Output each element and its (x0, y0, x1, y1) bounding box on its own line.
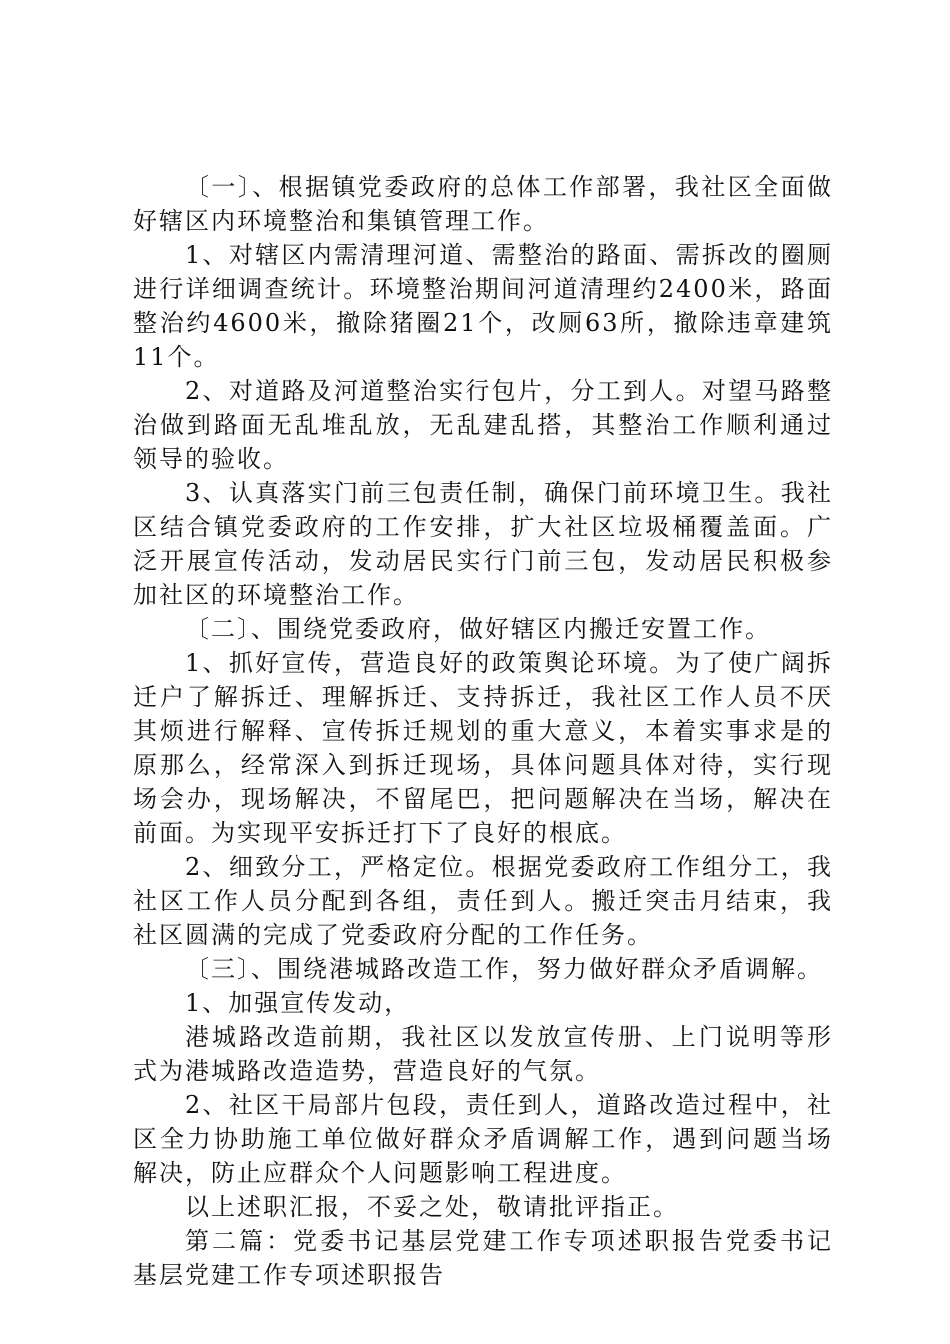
paragraph-9: 港城路改造前期，我社区以发放宣传册、上门说明等形式为港城路改造造势，营造良好的气氛。 (133, 1023, 833, 1085)
paragraph-1: 1、对辖区内需清理河道、需整治的路面、需拆改的圈厕进行详细调查统计。环境整治期间河道清理约2400米，路面整治约4600米，撤除猪圈21个，改厕63所，撤除违章建筑11个。 (133, 241, 833, 371)
paragraph-8: 1、加强宣传发动， (185, 989, 411, 1017)
paragraph-3: 3、认真落实门前三包责任制，确保门前环境卫生。我社区结合镇党委政府的工作安排，扩大社区垃圾桶覆盖面。广泛开展宣传活动，发动居民实行门前三包，发动居民积极参加社区的环境整治工作。 (133, 479, 833, 609)
paragraph-5: 1、抓好宣传，营造良好的政策舆论环境。为了使广阔拆迁户了解拆迁、理解拆迁、支持拆迁，我社区工作人员不厌其烦进行解释、宣传拆迁规划的重大意义，本着实事求是的原那么，经常深入到拆迁现场，具体问题具体对待，实行现场会办，现场解决，不留尾巴，把问题解决在当场，解决在前面。为实现平安拆迁打下了良好的根底。 (133, 649, 833, 847)
paragraph-6: 2、细致分工，严格定位。根据党委政府工作组分工，我社区工作人员分配到各组，责任到人。搬迁突击月结束，我社区圆满的完成了党委政府分配的工作任务。 (133, 853, 833, 949)
document-body (133, 170, 833, 1292)
paragraph-10: 2、社区干局部片包段，责任到人，道路改造过程中，社区全力协助施工单位做好群众矛盾调解工作，遇到问题当场解决，防止应群众个人问题影响工程进度。 (133, 1091, 833, 1187)
chapter-two-title: 第二篇：党委书记基层党建工作专项述职报告党委书记基层党建工作专项述职报告 (133, 1227, 833, 1289)
section-one-heading: 〔一〕、根据镇党委政府的总体工作部署，我社区全面做好辖区内环境整治和集镇管理工作。 (133, 173, 833, 235)
closing-paragraph: 以上述职汇报，不妥之处，敬请批评指正。 (185, 1193, 679, 1221)
section-three-heading: 〔三〕、围绕港城路改造工作，努力做好群众矛盾调解。 (185, 955, 823, 983)
paragraph-2: 2、对道路及河道整治实行包片，分工到人。对望马路整治做到路面无乱堆乱放，无乱建乱搭，其整治工作顺利通过领导的验收。 (133, 377, 833, 473)
section-two-heading: 〔二〕、围绕党委政府，做好辖区内搬迁安置工作。 (185, 615, 771, 643)
